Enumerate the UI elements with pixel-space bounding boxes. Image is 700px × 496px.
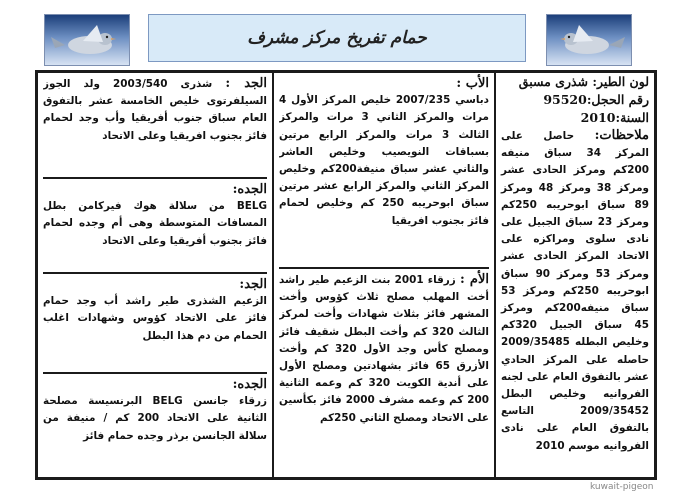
pedigree-frame (35, 70, 657, 480)
pigeon-icon (45, 15, 129, 65)
father-heading: الأب : (456, 76, 489, 91)
grandmother-paternal-text: BELG من سلالة هوك فيركامن بطل المسافات المتوسطة وهى أم وجده لحمام فائز بجنوب أفريقيا وعلى الاتحاد (43, 200, 267, 247)
page-title: حمام تفريخ مركز مشرف (247, 28, 427, 48)
grandparents-column (38, 73, 272, 477)
ring-label: رقم الحجل: (586, 92, 649, 107)
grandfather-maternal-text: الزعيم الشذرى طير راشد أب وجد حمام فائز على الاتحاد كؤوس وشهادات اغلب الحمام من دم هذا البطل (43, 295, 267, 342)
grandmother-maternal-heading: الجده: (232, 377, 267, 392)
notes-block (501, 127, 649, 455)
watermark: kuwait-pigeon (590, 482, 654, 492)
pigeon-info-column (494, 73, 654, 477)
grandfather-paternal-text: شذرى 2003/540 ولد الجوز السيلفرتوى خليص الخامسة عشر بالتفوق العام سباق جنوب أفريقيا وأب وجد لحمام فائز بجنوب افريقيا وعلى الاتحاد (43, 78, 267, 142)
mother-section (279, 267, 489, 477)
grandfather-maternal-section (43, 272, 267, 372)
page-title-box (148, 14, 526, 62)
father-section (279, 73, 489, 267)
year-value: 2010 (580, 110, 616, 125)
color-line: لون الطير: شذرى مسبق (518, 74, 649, 89)
grandmother-maternal-section (43, 372, 267, 477)
pigeon-photo-right (546, 14, 632, 66)
pigeon-photo-left (44, 14, 130, 66)
ring-value: 95520 (543, 92, 587, 107)
grandmother-maternal-text: زرقاء جانسن BELG البرنسيسة مصلحة الثانية على الاتحاد 200 كم / منيفة من سلالة الجانسن برذر وجده حمام فائز (43, 395, 267, 442)
father-text: دباسي 2007/235 خليص المركز الأول 4 مرات والمركز الثاني 3 مرات والمركز الثالث 3 مرات والمركز الرابع مرتين بسباقات النويصيب وخليص العاشر والثاني عشر سباق منيفة200كم وخليص المركز الثاني والمركز الرابع عشر مرتين سباق ابوحريبه 250 كم وخليص لحمام فائز بجنوب افريقيا (279, 94, 489, 227)
grandmother-paternal-section (43, 177, 267, 272)
ring-line (501, 91, 649, 109)
parents-column (272, 73, 494, 477)
notes-text: حاصل على المركز 34 سباق منيفه 200كم ومركز الحادى عشر ومركز 38 ومركز 48 ومركز 89 سباق ابوحريبه 250كم ومركز 23 سباق الجبيل على نادى سلوى ومراكزه على الاتحاد المركز الحادى عشر ومركز 53 ومركز 90 سباق ابوحريبه 250كم ومركز 53 سباق منيفه200كم ومركز 45 سباق الجبيل 320كم وخليص البطله 2009/35485 حاصله على المركز الحادي عشر بالتفوق العام على لجنه الفروانيه وخليص البطل 2009/35452 التاسع بالتفوق العام على نادى الفروانيه موسم 2010 (501, 130, 649, 452)
pigeon-icon (547, 15, 631, 65)
grandmother-paternal-heading: الجده: (232, 182, 267, 197)
year-line (501, 109, 649, 127)
grandfather-maternal-heading: الجد: (239, 277, 267, 292)
grandfather-paternal-heading: الجد : (225, 76, 267, 91)
mother-text: زرقاء 2001 بنت الزعيم طير راشد أخت المهلب مصلح ثلاث كؤوس وأخت المشهر فائز بثلاث شهادات وأخت لمركز الثالث 320 كم وأخت البطل شقيف فائز ومصلح كأس وجد الأول 320 كم وأخت الأزرق 65 فائز بشهادتين ومصلح الأول على أندية الكويت 320 كم وعمه الثانية 200 كم وعمه مشرف 2000 فائز بكأسين على الاتحاد ومصلح الثاني 250كم (279, 274, 489, 424)
grandfather-paternal-section (43, 73, 267, 177)
year-label: السنة: (615, 110, 649, 125)
notes-label: ملاحظات: (594, 128, 649, 143)
mother-heading: الأم : (460, 272, 489, 287)
